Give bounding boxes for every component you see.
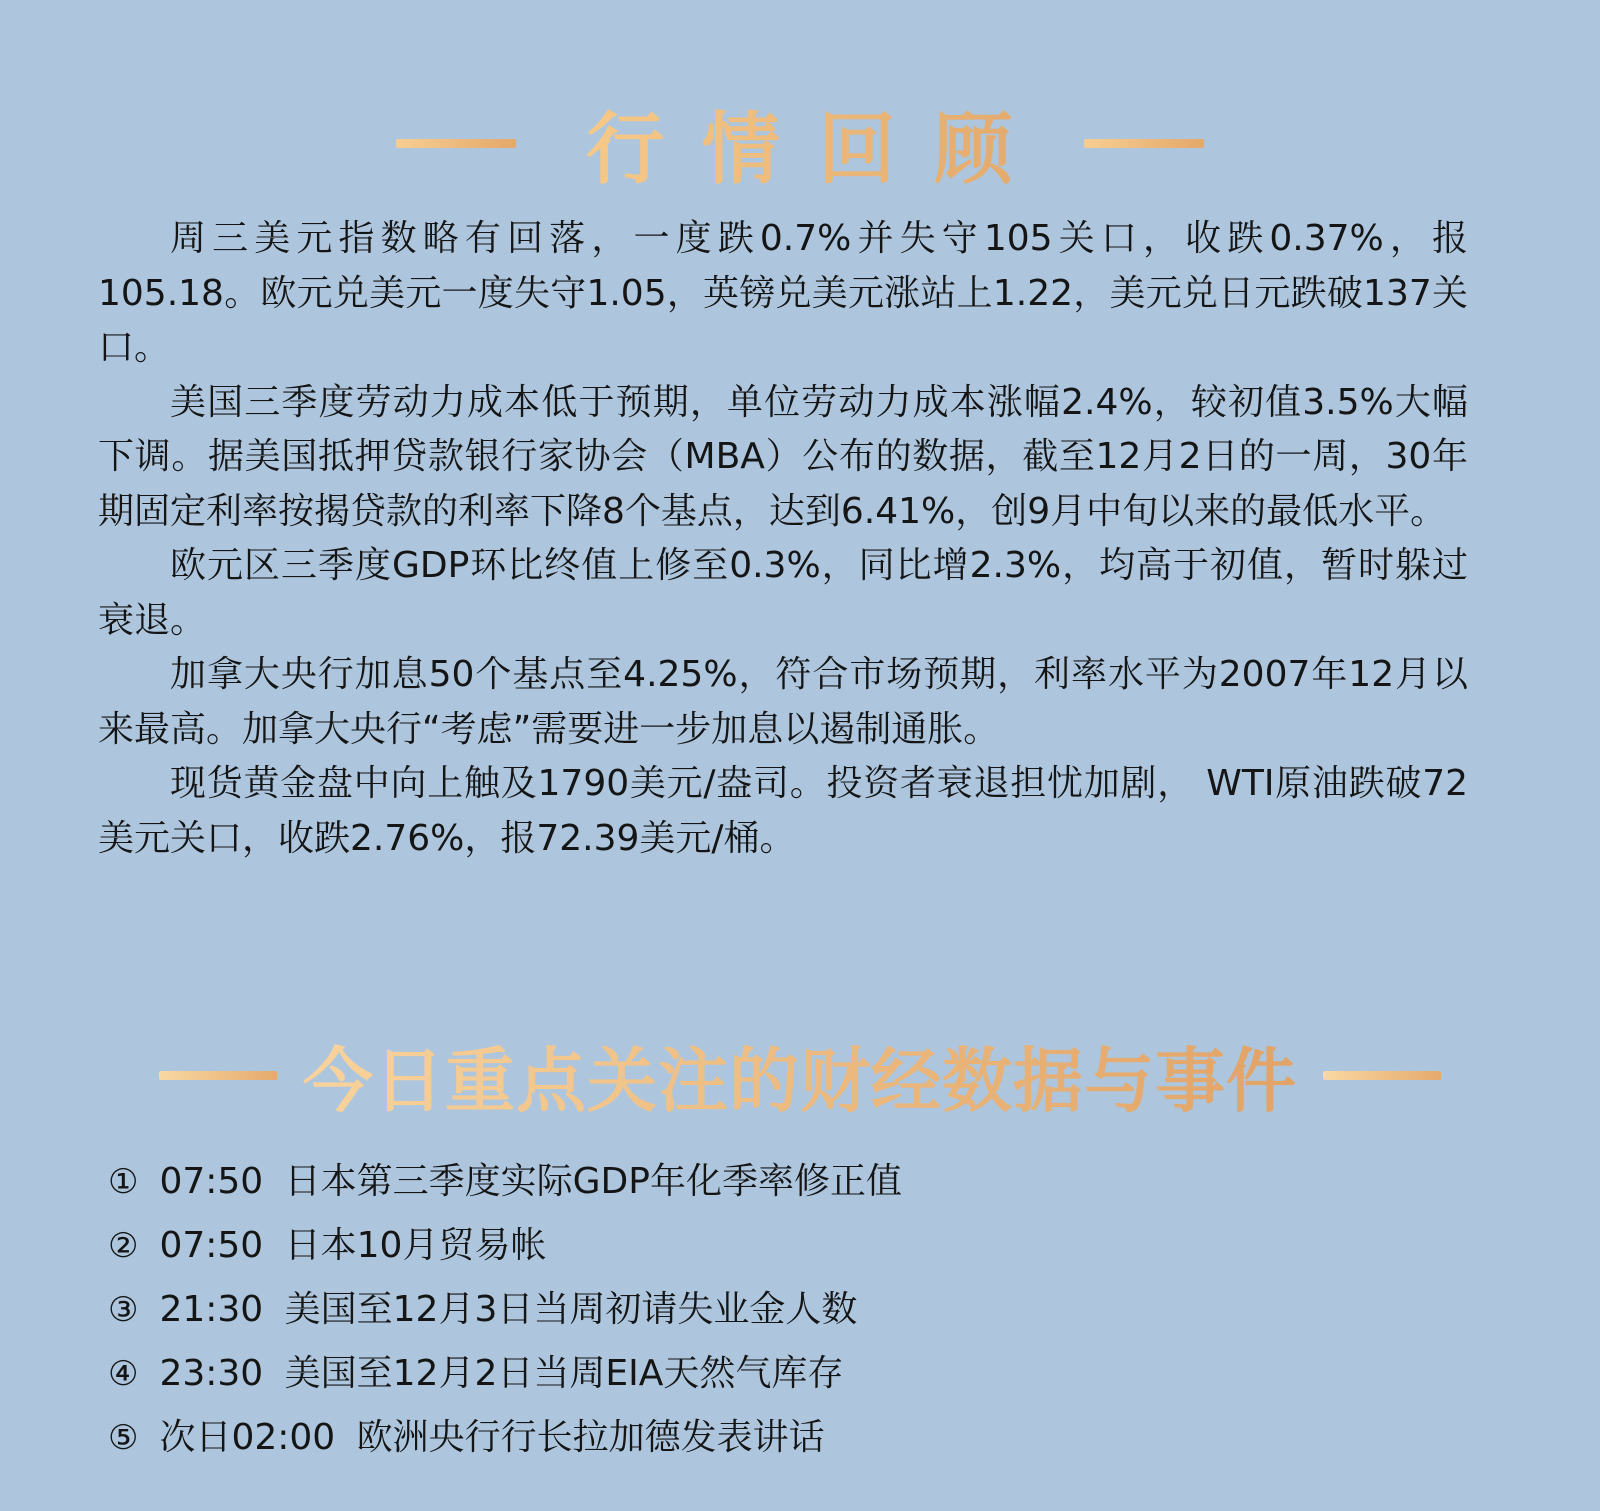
event-item	[108, 1150, 1408, 1214]
review-paragraph: 现货黄金盘中向上触及1790美元/盎司。投资者衰退担忧加剧， WTI原油跌破72美元关口，收跌2.76%，报72.39美元/桶。	[98, 763, 1468, 859]
event-description: 日本第三季度实际GDP年化季率修正值	[284, 1161, 902, 1202]
heading-dash-left	[396, 139, 516, 148]
review-paragraph: 美国三季度劳动力成本低于预期，单位劳动力成本涨幅2.4%，较初值3.5%大幅下调。据美国抵押贷款银行家协会（MBA）公布的数据，截至12月2日的一周，30年期固定利率按揭贷款的利率下降8个基点，达到6.41%，创9月中旬以来的最低水平。	[98, 381, 1468, 532]
review-paragraph: 周三美元指数略有回落，一度跌0.7%并失守105关口，收跌0.37%，报105.18。欧元兑美元一度失守1.05，英镑兑美元涨站上1.22，美元兑日元跌破137关口。	[98, 218, 1468, 368]
events-heading	[0, 1030, 1600, 1120]
event-number: ①	[108, 1162, 139, 1202]
event-description: 日本10月贸易帐	[284, 1225, 547, 1266]
market-review-body	[98, 212, 1468, 866]
event-time: 23:30	[159, 1353, 264, 1394]
event-item	[108, 1214, 1408, 1278]
event-description: 美国至12月2日当周EIA天然气库存	[284, 1353, 844, 1394]
event-description: 美国至12月3日当周初请失业金人数	[284, 1289, 858, 1330]
market-review-title: 行情回顾	[586, 87, 1050, 199]
event-item	[108, 1342, 1408, 1406]
event-time: 07:50	[159, 1161, 264, 1202]
review-paragraph: 加拿大央行加息50个基点至4.25%，符合市场预期，利率水平为2007年12月以来最高。加拿大央行“考虑”需要进一步加息以遏制通胀。	[98, 654, 1468, 750]
event-item	[108, 1406, 1408, 1470]
heading-dash-right	[1323, 1071, 1441, 1080]
event-number: ⑤	[108, 1418, 139, 1458]
review-paragraph: 欧元区三季度GDP环比终值上修至0.3%，同比增2.3%，均高于初值，暂时躲过衰退。	[98, 545, 1468, 641]
event-time: 21:30	[159, 1289, 264, 1330]
event-description: 欧洲央行行长拉加德发表讲话	[356, 1417, 825, 1458]
event-number: ④	[108, 1354, 139, 1394]
heading-dash-right	[1084, 139, 1204, 148]
event-number: ③	[108, 1290, 139, 1330]
events-title: 今日重点关注的财经数据与事件	[303, 1025, 1297, 1126]
market-review-heading	[0, 98, 1600, 195]
event-time: 次日02:00	[159, 1417, 336, 1458]
event-time: 07:50	[159, 1225, 264, 1266]
events-list	[108, 1150, 1408, 1470]
heading-dash-left	[159, 1071, 277, 1080]
event-item	[108, 1278, 1408, 1342]
event-number: ②	[108, 1226, 139, 1266]
